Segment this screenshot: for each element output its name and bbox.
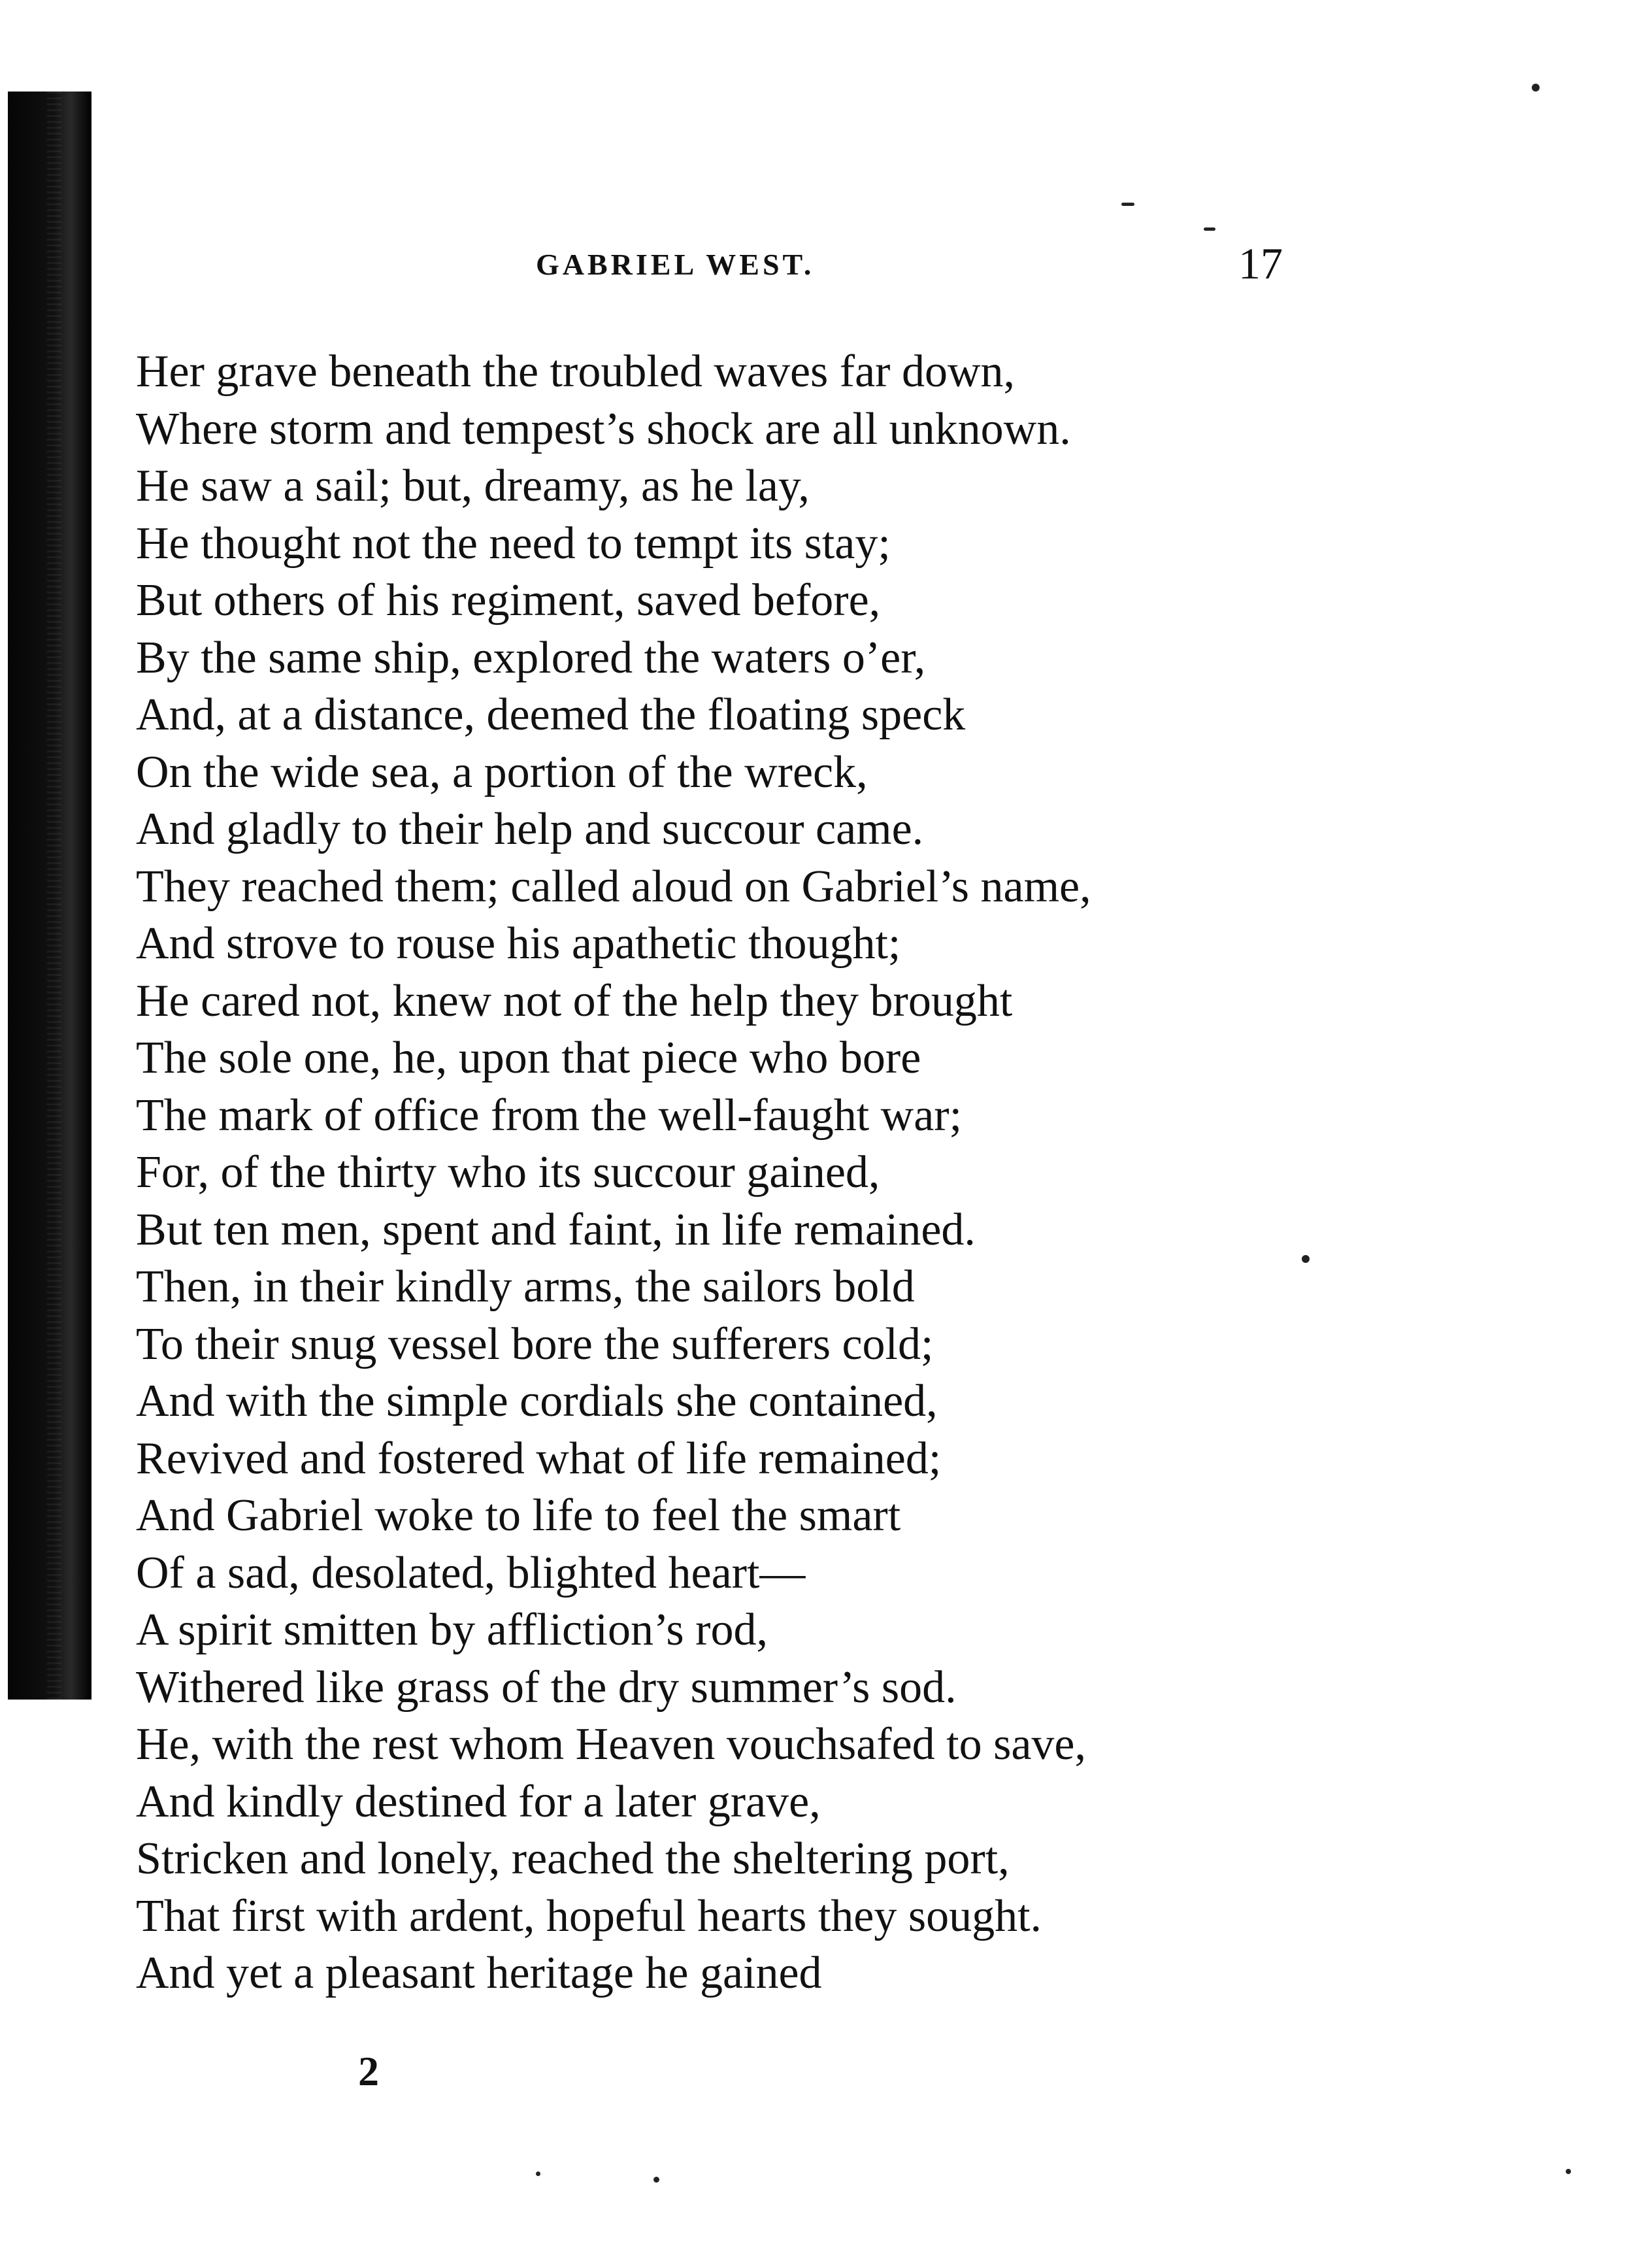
poem-line: He cared not, knew not of the help they brought <box>136 975 1013 1026</box>
scan-speck <box>653 2177 659 2183</box>
poem-line: And yet a pleasant heritage he gained <box>136 1948 822 1998</box>
book-spine-shadow <box>8 92 91 1700</box>
poem-text <box>136 343 1312 2002</box>
poem-line: He thought not the need to tempt its stay; <box>136 518 891 569</box>
signature-mark: 2 <box>358 2048 379 2094</box>
poem-line: He saw a sail; but, dreamy, as he lay, <box>136 461 810 511</box>
poem-line: By the same ship, explored the waters o’er, <box>136 632 926 683</box>
running-title: GABRIEL WEST. <box>536 248 815 281</box>
poem-line: But others of his regiment, saved before, <box>136 575 881 626</box>
poem-line: And strove to rouse his apathetic thought; <box>136 918 901 969</box>
scan-speck <box>1566 2169 1571 2174</box>
poem-line: For, of the thirty who its succour gained, <box>136 1147 880 1198</box>
poem-line: On the wide sea, a portion of the wreck, <box>136 746 868 797</box>
scan-speck <box>1532 84 1540 92</box>
poem-line: Then, in their kindly arms, the sailors bold <box>136 1262 915 1312</box>
running-head <box>0 239 1652 299</box>
poem-line: The sole one, he, upon that piece who bore <box>136 1033 921 1083</box>
poem-line: That first with ardent, hopeful hearts they sought. <box>136 1890 1042 1941</box>
poem-line: He, with the rest whom Heaven vouchsafed to save, <box>136 1719 1087 1769</box>
poem-line: And with the simple cordials she contained, <box>136 1376 938 1426</box>
poem-line: And Gabriel woke to life to feel the smart <box>136 1490 901 1541</box>
poem-line: Her grave beneath the troubled waves far down, <box>136 346 1016 397</box>
poem-line: Where storm and tempest’s shock are all unknown. <box>136 403 1071 454</box>
scan-speck <box>1121 203 1134 206</box>
poem-line: A spirit smitten by affliction’s rod, <box>136 1605 768 1655</box>
scan-speck <box>1302 1255 1310 1263</box>
scan-speck <box>536 2171 540 2176</box>
spine-texture <box>47 92 61 1700</box>
poem-line: To their snug vessel bore the sufferers cold; <box>136 1318 934 1369</box>
poem-line: Of a sad, desolated, blighted heart— <box>136 1547 806 1598</box>
poem-line: The mark of office from the well-faught war; <box>136 1090 963 1141</box>
poem-line: Stricken and lonely, reached the sheltering port, <box>136 1834 1010 1884</box>
poem-line: Revived and fostered what of life remained; <box>136 1433 942 1484</box>
poem-line: Withered like grass of the dry summer’s sod. <box>136 1662 957 1713</box>
poem-line: But ten men, spent and faint, in life remained. <box>136 1204 976 1255</box>
poem-line: And kindly destined for a later grave, <box>136 1776 821 1827</box>
poem-line: And gladly to their help and succour came. <box>136 804 924 854</box>
poem-line: And, at a distance, deemed the floating speck <box>136 690 966 740</box>
scan-speck <box>1204 227 1215 231</box>
page-number: 17 <box>1238 239 1283 288</box>
poem-line: They reached them; called aloud on Gabriel’s name, <box>136 861 1091 912</box>
